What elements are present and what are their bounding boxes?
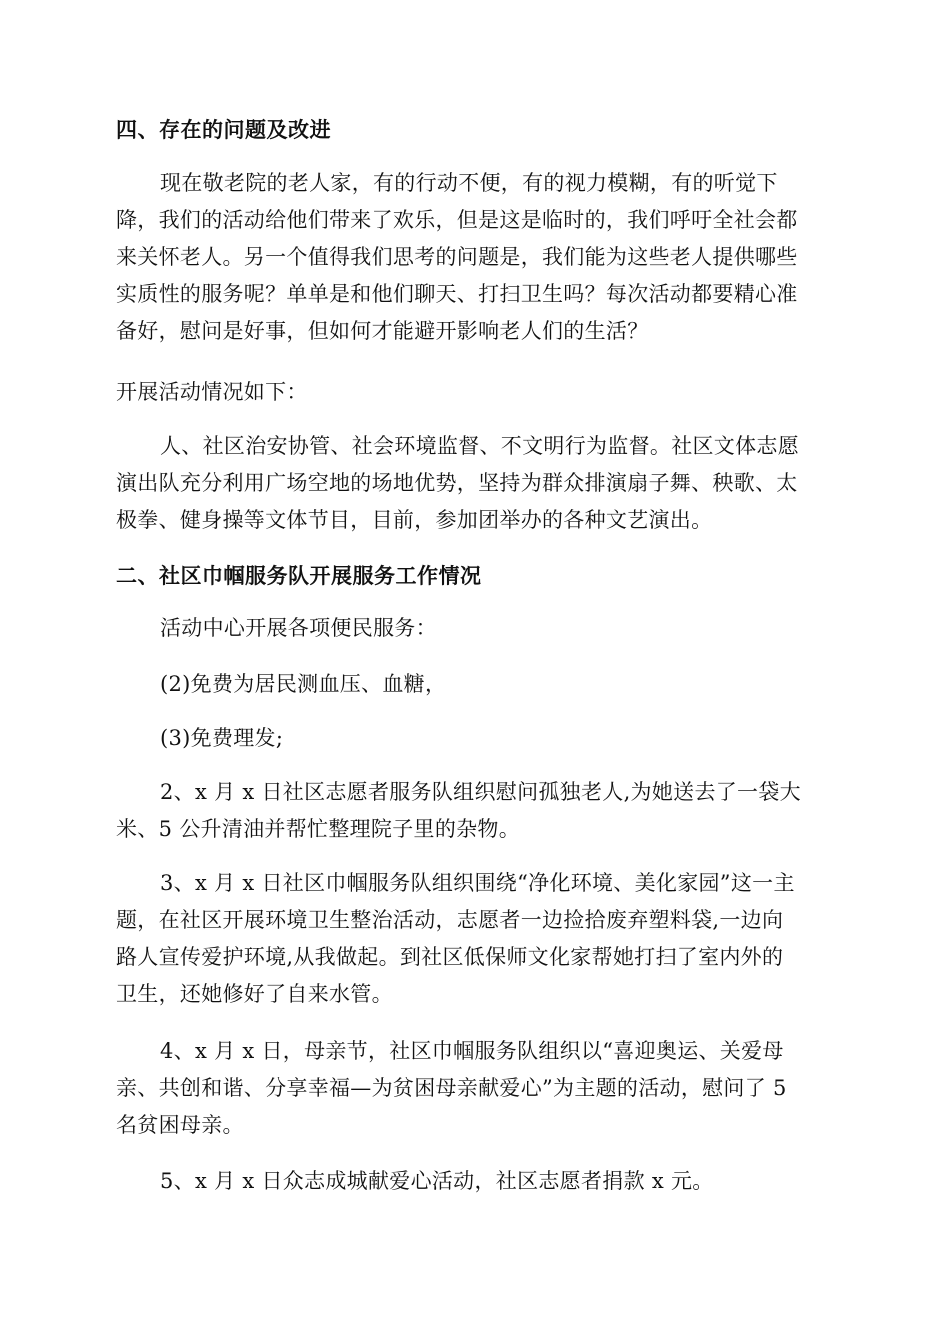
text-line: 开展活动情况如下： (116, 380, 308, 404)
text-line: 3、x 月 x 日社区巾帼服务队组织围绕“净化环境、美化家园”这一主 (160, 871, 795, 895)
paragraph-item-4 (116, 1033, 816, 1144)
text-line: 题，在社区开展环境卫生整治活动，志愿者一边捡拾废弃塑料袋,一边向 (116, 908, 784, 932)
paragraph-volunteers (116, 428, 816, 539)
text-line: 演出队充分利用广场空地的场地优势，坚持为群众排演扇子舞、秧歌、太 (116, 471, 798, 495)
text-line: 人、社区治安协管、社会环境监督、不文明行为监督。社区文体志愿 (160, 434, 799, 458)
text-line: 路人宣传爱护环境,从我做起。到社区低保师文化家帮她打扫了室内外的 (116, 945, 784, 969)
text-line: 降，我们的活动给他们带来了欢乐，但是这是临时的，我们呼吁全社会都 (116, 208, 798, 232)
text-line: 亲、共创和谐、分享幸福—为贫困母亲献爱心”为主题的活动，慰问了 5 (116, 1076, 787, 1100)
text-line: 2、x 月 x 日社区志愿者服务队组织慰问孤独老人,为她送去了一袋大 (160, 780, 801, 804)
paragraph-problems (116, 165, 816, 350)
text-line: 极拳、健身操等文体节目，目前，参加团举办的各种文艺演出。 (116, 508, 713, 532)
text-line: 现在敬老院的老人家，有的行动不便，有的视力模糊，有的听觉下 (160, 171, 778, 195)
paragraph-service-3 (116, 720, 816, 757)
text-line: (2)免费为居民测血压、血糖， (160, 672, 447, 696)
text-line: 活动中心开展各项便民服务： (160, 616, 437, 640)
text-line: 卫生，还她修好了自来水管。 (116, 982, 393, 1006)
section-heading-2: 二、社区巾帼服务队开展服务工作情况 (116, 563, 482, 588)
paragraph-activities-intro (116, 374, 816, 411)
text-line: 4、x 月 x 日，母亲节，社区巾帼服务队组织以“喜迎奥运、关爱母 (160, 1039, 784, 1063)
text-line: (3)免费理发; (160, 726, 284, 750)
text-line: 名贫困母亲。 (116, 1113, 244, 1137)
section-heading-4: 四、存在的问题及改进 (116, 117, 331, 142)
paragraph-item-5 (116, 1163, 816, 1200)
text-line: 实质性的服务呢？单单是和他们聊天、打扫卫生吗？每次活动都要精心准 (116, 282, 798, 306)
paragraph-services-intro (116, 610, 816, 647)
paragraph-item-3 (116, 865, 816, 1013)
paragraph-service-2 (116, 666, 816, 703)
text-line: 来关怀老人。另一个值得我们思考的问题是，我们能为这些老人提供哪些 (116, 245, 798, 269)
text-line: 米、5 公升清油并帮忙整理院子里的杂物。 (116, 817, 521, 841)
text-line: 5、x 月 x 日众志成城献爱心活动，社区志愿者捐款 x 元。 (160, 1169, 714, 1193)
paragraph-item-2 (116, 774, 816, 848)
text-line: 备好，慰问是好事，但如何才能避开影响老人们的生活？ (116, 319, 649, 343)
